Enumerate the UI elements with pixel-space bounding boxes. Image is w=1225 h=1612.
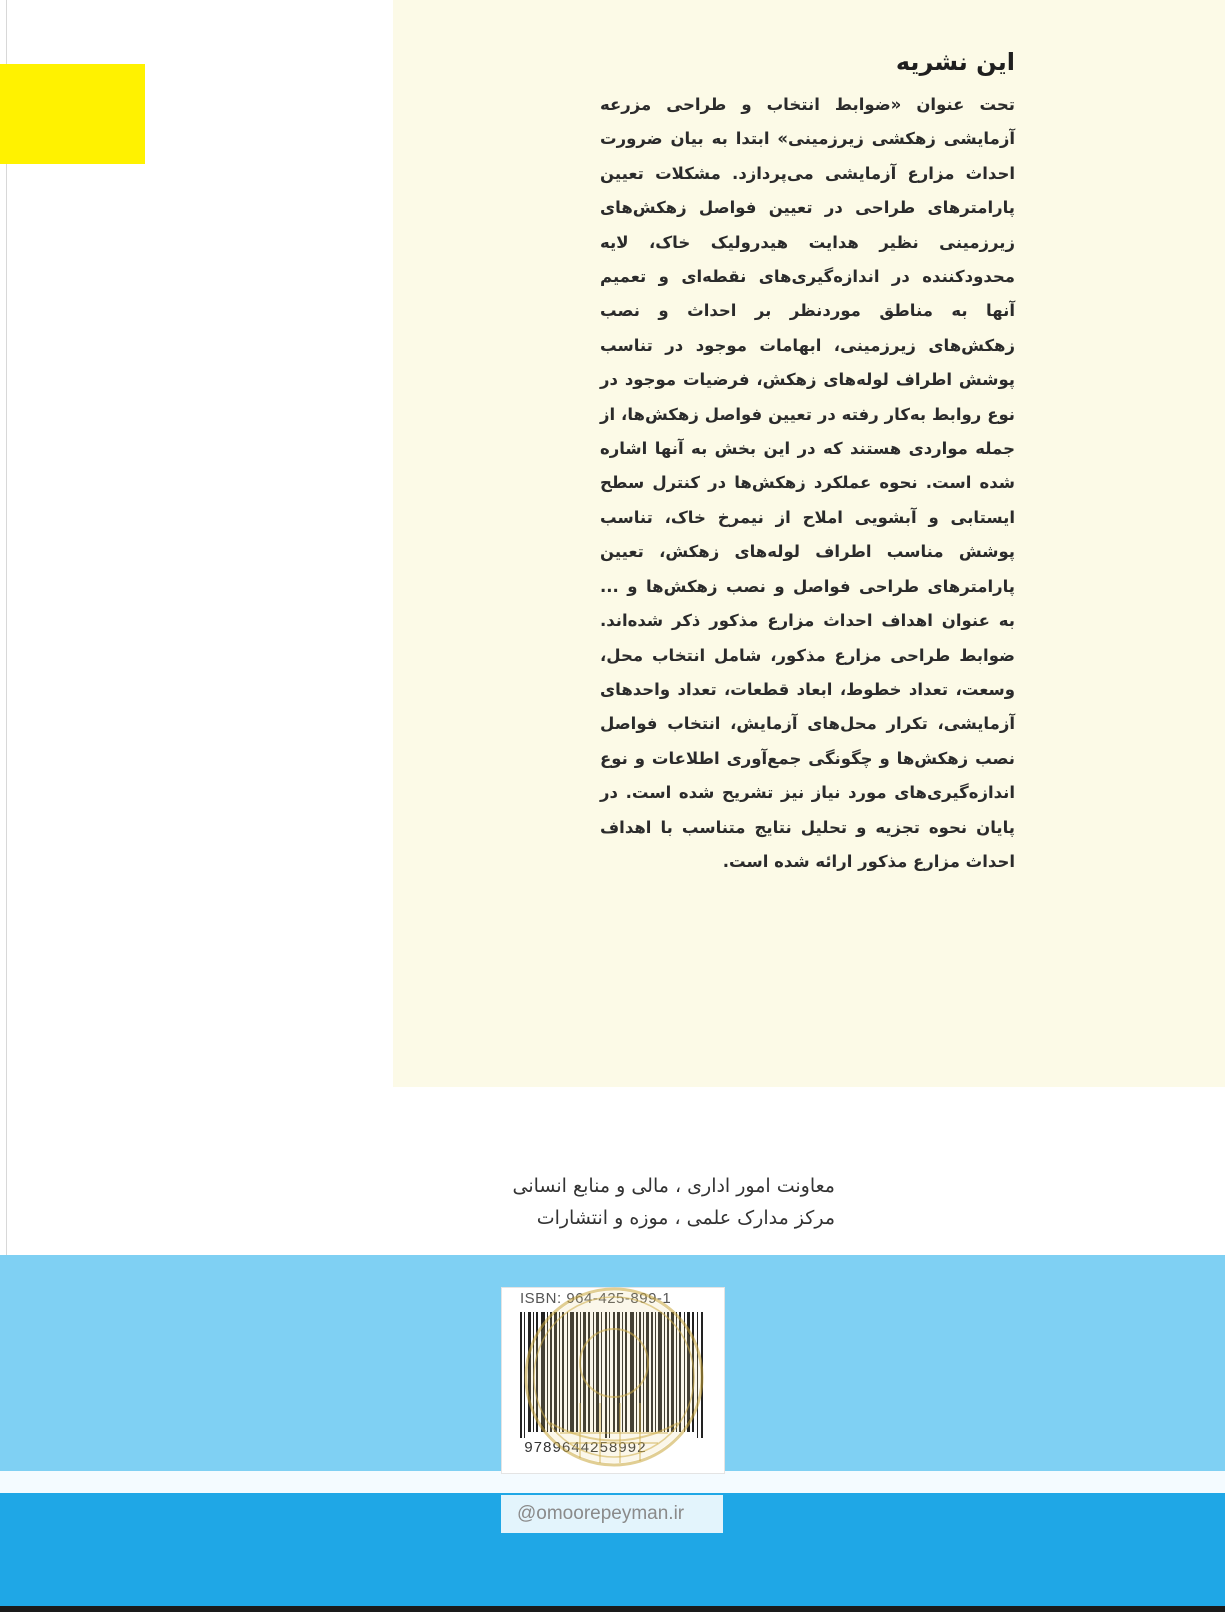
- blurb-body: تحت عنوان «ضوابط انتخاب و طراحی مزرعه آزمایشی زهکشی زیرزمینی» ابتدا به بیان ضرورت احداث مزارع آزمایشی می‌پردازد. مشکلات تعیین پارامترهای طراحی در تعیین فواصل زهکش‌های زیرزمینی نظیر هدایت هیدرولیک خاک، لایه محدودکننده در اندازه‌گیری‌های نقطه‌ای و تعمیم آنها به مناطق موردنظر بر احداث و نصب زهکش‌های زیرزمینی، ابهامات موجود در تناسب پوشش اطراف لوله‌های زهکش، فرضیات موجود در نوع روابط به‌کار رفته در تعیین فواصل زهکش‌ها، از جمله مواردی هستند که در این بخش به آنها اشاره شده است. نحوه عملکرد زهکش‌ها در کنترل سطح ایستابی و آبشویی املاح از نیمرخ خاک، تناسب پوشش مناسب اطراف لوله‌های زهکش، تعیین پارامترهای طراحی فواصل و نصب زهکش‌ها و ... به عنوان اهداف احداث مزارع مذکور ذکر شده‌اند. ضوابط طراحی مزارع مذکور، شامل انتخاب محل، وسعت، تعداد خطوط، ابعاد قطعات، تعداد واحدهای آزمایشی، تکرار محل‌های آزمایش، انتخاب فواصل نصب زهکش‌ها و چگونگی جمع‌آوری اطلاعات و نوع اندازه‌گیری‌های مورد نیاز نیز تشریح شده است. در پایان نحوه تجزیه و تحلیل نتایج متناسب با اهداف احداث مزارع مذکور ارائه شده است.: [600, 95, 1015, 871]
- white-strip: [0, 1471, 1225, 1493]
- watermark-text: @omoorepeyman.ir: [517, 1503, 685, 1524]
- isbn-label: ISBN: 964-425-899-1: [520, 1290, 672, 1307]
- blurb-title: این نشریه: [895, 48, 1015, 76]
- watermark-box: [501, 1495, 723, 1533]
- publisher-line-1: معاونت امور اداری ، مالی و منابع انسانی: [512, 1175, 835, 1197]
- blurb-section: [600, 48, 1015, 879]
- yellow-accent-block: [0, 64, 145, 164]
- publisher-block: [335, 1170, 835, 1234]
- bottom-edge: [0, 1606, 1225, 1612]
- stamp-seal-icon: [520, 1283, 708, 1471]
- ean-number: 9789644258992: [524, 1440, 647, 1457]
- publisher-line-2: مرکز مدارک علمی ، موزه و انتشارات: [536, 1207, 835, 1229]
